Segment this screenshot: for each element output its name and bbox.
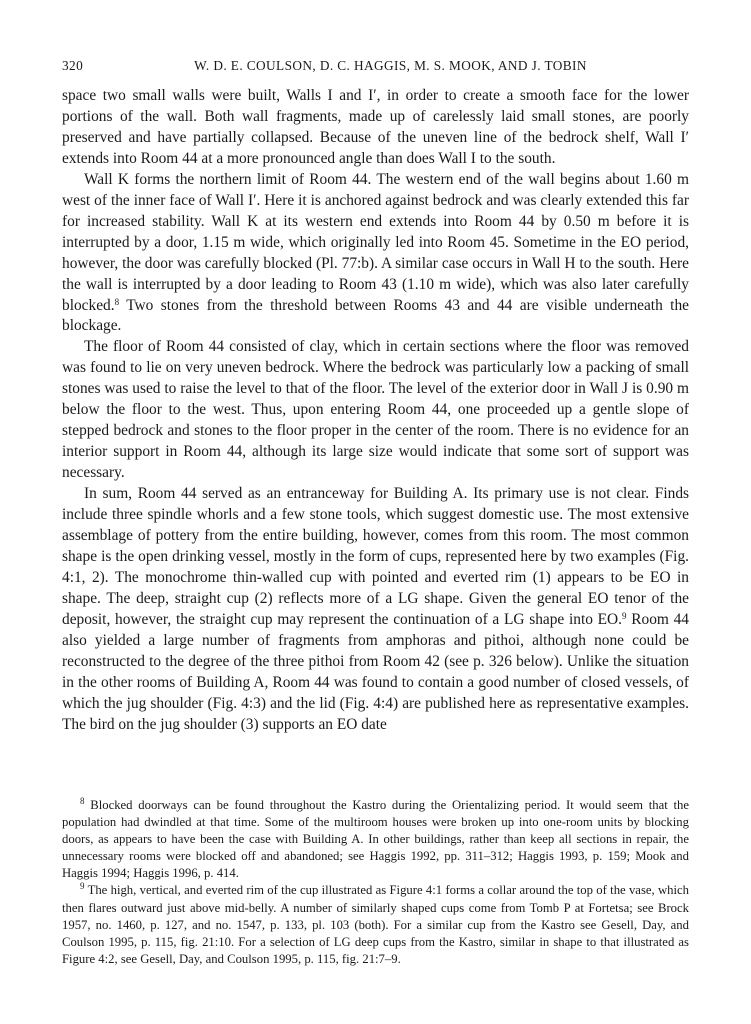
footnotes	[62, 797, 689, 968]
paragraph-text: The floor of Room 44 consisted of clay, which in certain sections where the floor was removed was found to lie on very uneven bedrock. Where the bedrock was particularly low a packing of small stones was used to raise the level to that of the floor. The level of the exterior door in Wall J is 0.90 m below the floor to the west. Thus, upon entering Room 44, one proceeded up a gentle slope of stepped bedrock and stones to the floor proper in the center of the room. There is no evidence for an interior support in Room 44, although its large size would indicate that some sort of support was necessary.	[62, 338, 689, 482]
body-text	[62, 86, 689, 736]
paragraph-text: space two small walls were built, Walls I and I′, in order to create a smooth face for the lower portions of the wall. Both wall fragments, made up of carelessly laid small stones, are poorly preserved and have partially collapsed. Because of the uneven line of the bedrock shelf, Wall I′ extends into Room 44 at a more pronounced angle than does Wall I to the south.	[62, 87, 689, 167]
footnote-number: 8	[80, 796, 85, 806]
paragraph-text: Room 44 also yielded a large number of fragments from amphoras and pithoi, although none could be reconstructed to the degree of the three pithoi from Room 42 (see p. 326 below). Unlike the situation in the other rooms of Building A, Room 44 was found to contain a good number of closed vessels, of which the jug shoulder (Fig. 4:3) and the lid (Fig. 4:4) are published here as representative examples. The bird on the jug shoulder (3) supports an EO date	[62, 610, 689, 733]
footnote-ref[interactable]: 8	[114, 296, 120, 307]
footnote-ref[interactable]: 9	[622, 610, 627, 621]
page	[62, 58, 689, 736]
footnote	[62, 882, 689, 967]
footnote-text: The high, vertical, and everted rim of the cup illustrated as Figure 4:1 forms a collar around the top of the vase, which then flares outward just above mid-belly. A number of similarly shaped cups come from Tomb P at Fortetsa; see Brock 1957, no. 1460, p. 127, and no. 1547, p. 133, pl. 103 (both). For a similar cup from the Kastro see Gesell, Day, and Coulson 1995, p. 115, fig. 21:10. For a selection of LG deep cups from the Kastro, similar in shape to that illustrated as Figure 4:2, see Gesell, Day, and Coulson 1995, p. 115, fig. 21:7–9.	[62, 883, 689, 966]
paragraph-text: In sum, Room 44 served as an entranceway for Building A. Its primary use is not clear. Finds include three spindle whorls and a few stone tools, which suggest domestic use. The most extensive assemblage of pottery from the entire building, however, comes from this room. The most common shape is the open drinking vessel, mostly in the form of cups, represented here by two examples (Fig. 4:1, 2). The monochrome thin-walled cup with pointed and everted rim (1) appears to be EO in shape. The deep, straight cup (2) reflects more of a LG shape. Given the general EO tenor of the deposit, however, the straight cup may represent the continuation of a LG shape into EO.	[62, 485, 689, 628]
footnote-number: 9	[80, 881, 85, 892]
paragraph	[62, 86, 689, 170]
footnote	[62, 797, 689, 882]
paragraph-text: Wall K forms the northern limit of Room 44. The western end of the wall begins about 1.60 m west of the inner face of Wall I′. Here it is anchored against bedrock and was clearly extended this far for increased stability. Wall K at its western end extends into Room 44 by 0.50 m before it is interrupted by a door, 1.15 m wide, which originally led into Room 45. Sometime in the EO period, however, the door was carefully blocked (Pl. 77:b). A similar case occurs in Wall H to the south. Here the wall is interrupted by a door leading to Room 43 (1.10 m wide), which was also later carefully blocked.	[62, 170, 689, 314]
page-number: 320	[62, 58, 84, 73]
paragraph-text: Two stones from the threshold between Rooms 43 and 44 are visible underneath the blockage.	[62, 296, 689, 335]
page-header	[62, 58, 689, 80]
paragraph	[62, 337, 689, 484]
paragraph	[62, 484, 689, 735]
paragraph	[62, 170, 689, 338]
running-head: W. D. E. COULSON, D. C. HAGGIS, M. S. MOOK, AND J. TOBIN	[194, 58, 587, 73]
footnote-text: Blocked doorways can be found throughout the Kastro during the Orientalizing period. It would seem that the population had dwindled at that time. Some of the multiroom houses were broken up into one-room units by blocking doors, as appears to have been the case with Building A. In other buildings, rather than keep all sections in repair, the unnecessary rooms were blocked off and abandoned; see Haggis 1992, pp. 311–312; Haggis 1993, p. 159; Mook and Haggis 1994; Haggis 1996, p. 414.	[62, 798, 689, 881]
